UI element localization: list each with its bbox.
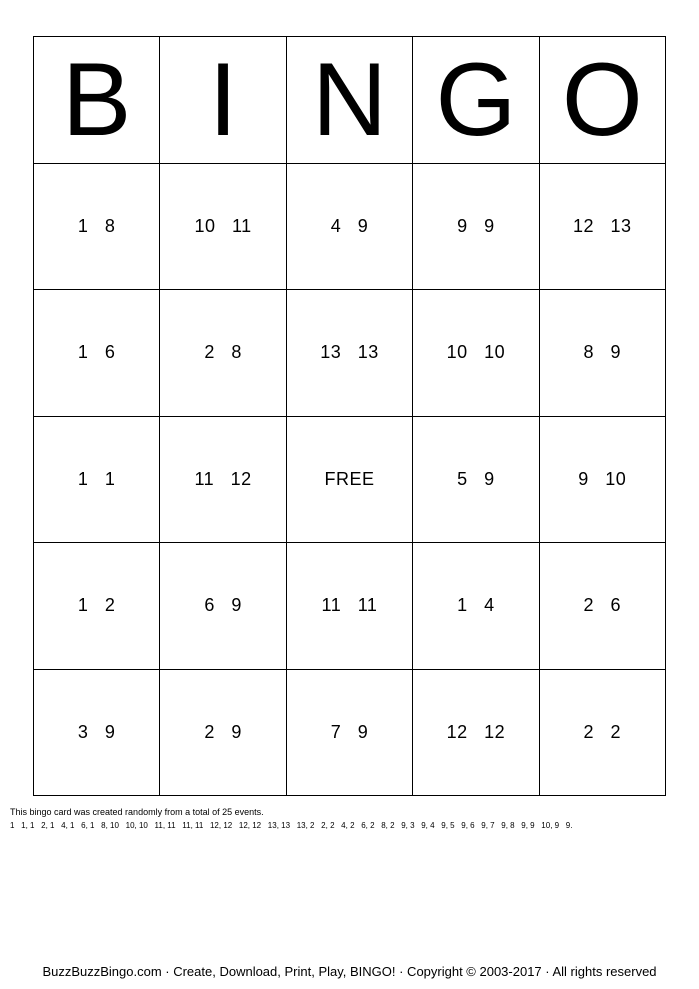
bingo-cell: 7 9: [287, 670, 413, 797]
header-letter-g: G: [413, 37, 539, 164]
bingo-cell: 2 8: [160, 290, 286, 417]
events-list: 1 1, 1 2, 1 4, 1 6, 1 8, 10 10, 10 11, 11 11, 11 12, 12 12, 12 13, 13 13, 2 2, 2 4, 2 6, 2 8, 2 9, 3 9, 4 9, 5 9, 6 9, 7 9, 8 9, 9 10, 9 9.: [10, 821, 573, 830]
bingo-cell: 9 10: [540, 417, 666, 544]
header-letter-o: O: [540, 37, 666, 164]
bingo-cell: 12 12: [413, 670, 539, 797]
bingo-cell: 1 4: [413, 543, 539, 670]
bingo-cell: 6 9: [160, 543, 286, 670]
header-letter-n: N: [287, 37, 413, 164]
bingo-cell: 11 12: [160, 417, 286, 544]
bingo-card: [33, 36, 666, 796]
bingo-cell: 12 13: [540, 164, 666, 291]
bingo-cell: 1 2: [34, 543, 160, 670]
bingo-cell: 1 8: [34, 164, 160, 291]
bingo-cell: 1 6: [34, 290, 160, 417]
bingo-cell: 10 10: [413, 290, 539, 417]
bingo-cell: 8 9: [540, 290, 666, 417]
generation-note: This bingo card was created randomly from a total of 25 events.: [10, 807, 264, 817]
bingo-cell: 9 9: [413, 164, 539, 291]
bingo-cell: 3 9: [34, 670, 160, 797]
footer-copyright: BuzzBuzzBingo.com · Create, Download, Print, Play, BINGO! · Copyright © 2003-2017 · All rights reserved: [42, 964, 657, 979]
bingo-cell: 13 13: [287, 290, 413, 417]
free-space-cell: FREE: [287, 417, 413, 544]
bingo-cell: 11 11: [287, 543, 413, 670]
bingo-cell: 10 11: [160, 164, 286, 291]
bingo-cell: 2 6: [540, 543, 666, 670]
bingo-cell: 4 9: [287, 164, 413, 291]
bingo-cell: 2 9: [160, 670, 286, 797]
bingo-cell: 1 1: [34, 417, 160, 544]
bingo-cell: 2 2: [540, 670, 666, 797]
header-letter-b: B: [34, 37, 160, 164]
header-letter-i: I: [160, 37, 286, 164]
bingo-cell: 5 9: [413, 417, 539, 544]
